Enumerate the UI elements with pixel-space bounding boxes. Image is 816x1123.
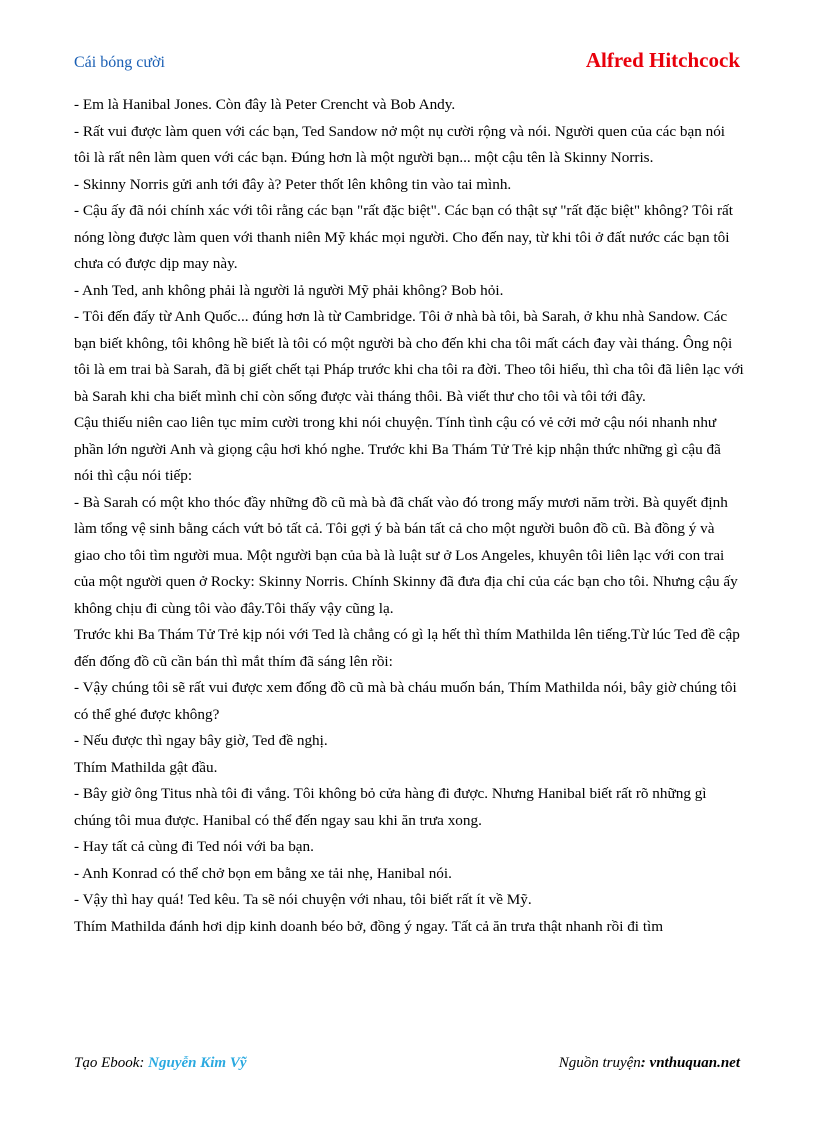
paragraph: Thím Mathilda gật đầu. bbox=[74, 758, 218, 776]
paragraph: - Nếu được thì ngay bây giờ, Ted đề nghị. bbox=[74, 732, 328, 749]
paragraph: - Anh Ted, anh không phải là người lả người Mỹ phải không? Bob hỏi. bbox=[74, 281, 504, 299]
paragraph: - Vậy thì hay quá! Ted kêu. Ta sẽ nói chuyện với nhau, tôi biết rất ít về Mỹ. bbox=[74, 891, 532, 908]
paragraph: - Em là Hanibal Jones. Còn đây là Peter Crencht và Bob Andy. bbox=[74, 96, 456, 113]
page-header bbox=[74, 48, 740, 78]
paragraph: - Skinny Norris gửi anh tới đây à? Peter thốt lên không tin vào tai mình. bbox=[74, 175, 512, 193]
paragraph: - Bà Sarah có một kho thóc đầy những đồ cũ mà bà đã chất vào đó trong mấy mươi năm trời. Bà quyết định làm tổng vệ sinh bằng cách vứt bỏ tất cả. Tôi gợi ý bà bán tất cả cho một người buôn đồ cũ. Bà đồng ý và giao cho tôi tìm người mua. Một người bạn của bà là luật sư ở Los Angeles, khuyên tôi liên lạc với con trai của một người quen ở Rocky: Skinny Norris. Chính Skinny đã đưa địa chỉ của các bạn cho tôi. Nhưng cậu ấy không chịu đi cùng tôi vào đây.Tôi thấy vậy cũng lạ. bbox=[74, 493, 738, 617]
paragraph: Trước khi Ba Thám Tử Trẻ kịp nói với Ted là chẳng có gì lạ hết thì thím Mathilda lên tiếng.Từ lúc Ted đề cập đến đống đồ cũ cần bán thì mắt thím đã sáng lên rồi: bbox=[74, 626, 740, 670]
source-label: Nguồn truyện bbox=[558, 1055, 641, 1071]
paragraph: - Rất vui được làm quen với các bạn, Ted Sandow nở một nụ cười rộng và nói. Người quen của các bạn nói tôi là rất nên làm quen với các bạn. Đúng hơn là một người bạn... một cậu tên là Skinny Norris. bbox=[74, 122, 726, 166]
story-source: Nguồn truyện: vnthuquan.net bbox=[558, 1055, 740, 1071]
paragraph: - Cậu ấy đã nói chính xác với tôi rằng các bạn "rất đặc biệt". Các bạn có thật sự "rất đặc biệt" không? Tôi rất nóng lòng được làm quen với thanh niên Mỹ khác mọi người. Cho đến nay, từ khi tôi ở đất nước các bạn tôi chưa có được dịp may này. bbox=[74, 202, 734, 272]
credit-label: Tạo Ebook bbox=[74, 1055, 140, 1071]
ebook-credit: Tạo Ebook: Nguyễn Kim Vỹ bbox=[74, 1055, 247, 1071]
source-name: vnthuquan.net bbox=[649, 1055, 740, 1071]
book-title: Cái bóng cười bbox=[74, 54, 165, 71]
author-name: Alfred Hitchcock bbox=[585, 48, 740, 72]
credit-name: Nguyễn Kim Vỹ bbox=[148, 1055, 247, 1071]
page-footer bbox=[74, 1055, 740, 1077]
paragraph: - Anh Konrad có thể chở bọn em bằng xe tải nhẹ, Hanibal nói. bbox=[74, 864, 452, 882]
paragraph: Cậu thiếu niên cao liên tục mỉm cười trong khi nói chuyện. Tính tình cậu có vẻ cởi mở cậu nói nhanh như phần lớn người Anh và giọng cậu hơi khó nghe. Trước khi Ba Thám Tử Trẻ kịp nhận thức những gì cậu đã nói thì cậu nói tiếp: bbox=[74, 414, 721, 484]
paragraph: - Bây giờ ông Titus nhà tôi đi vắng. Tôi không bỏ cửa hàng đi được. Nhưng Hanibal biết rất rõ những gì chúng tôi mua được. Hanibal có thể đến ngay sau khi ăn trưa xong. bbox=[74, 785, 707, 829]
page-body bbox=[74, 92, 744, 940]
paragraph: - Tôi đến đấy từ Anh Quốc... đúng hơn là từ Cambridge. Tôi ở nhà bà tôi, bà Sarah, ở khu nhà Sandow. Các bạn biết không, tôi không hề biết là tôi có một người bà cho đến khi cha tôi mất cách đay vài tháng. Ông nội tôi là em trai bà Sarah, đã bị giết chết tại Pháp trước khi cha tôi ra đời. Theo tôi hiểu, thì cha tôi đã liên lạc với bà Sarah khi cha biết mình chỉ còn sống được vài tháng thôi. Bà viết thư cho tôi và tôi tới đây. bbox=[74, 308, 744, 405]
paragraph: - Hay tất cả cùng đi Ted nói với ba bạn. bbox=[74, 838, 314, 855]
paragraph: Thím Mathilda đánh hơi dịp kinh doanh béo bở, đồng ý ngay. Tất cả ăn trưa thật nhanh rồi đi tìm bbox=[74, 917, 664, 935]
paragraph: - Vậy chúng tôi sẽ rất vui được xem đống đồ cũ mà bà cháu muốn bán, Thím Mathilda nói, bây giờ chúng tôi có thể ghé được không? bbox=[74, 679, 737, 723]
